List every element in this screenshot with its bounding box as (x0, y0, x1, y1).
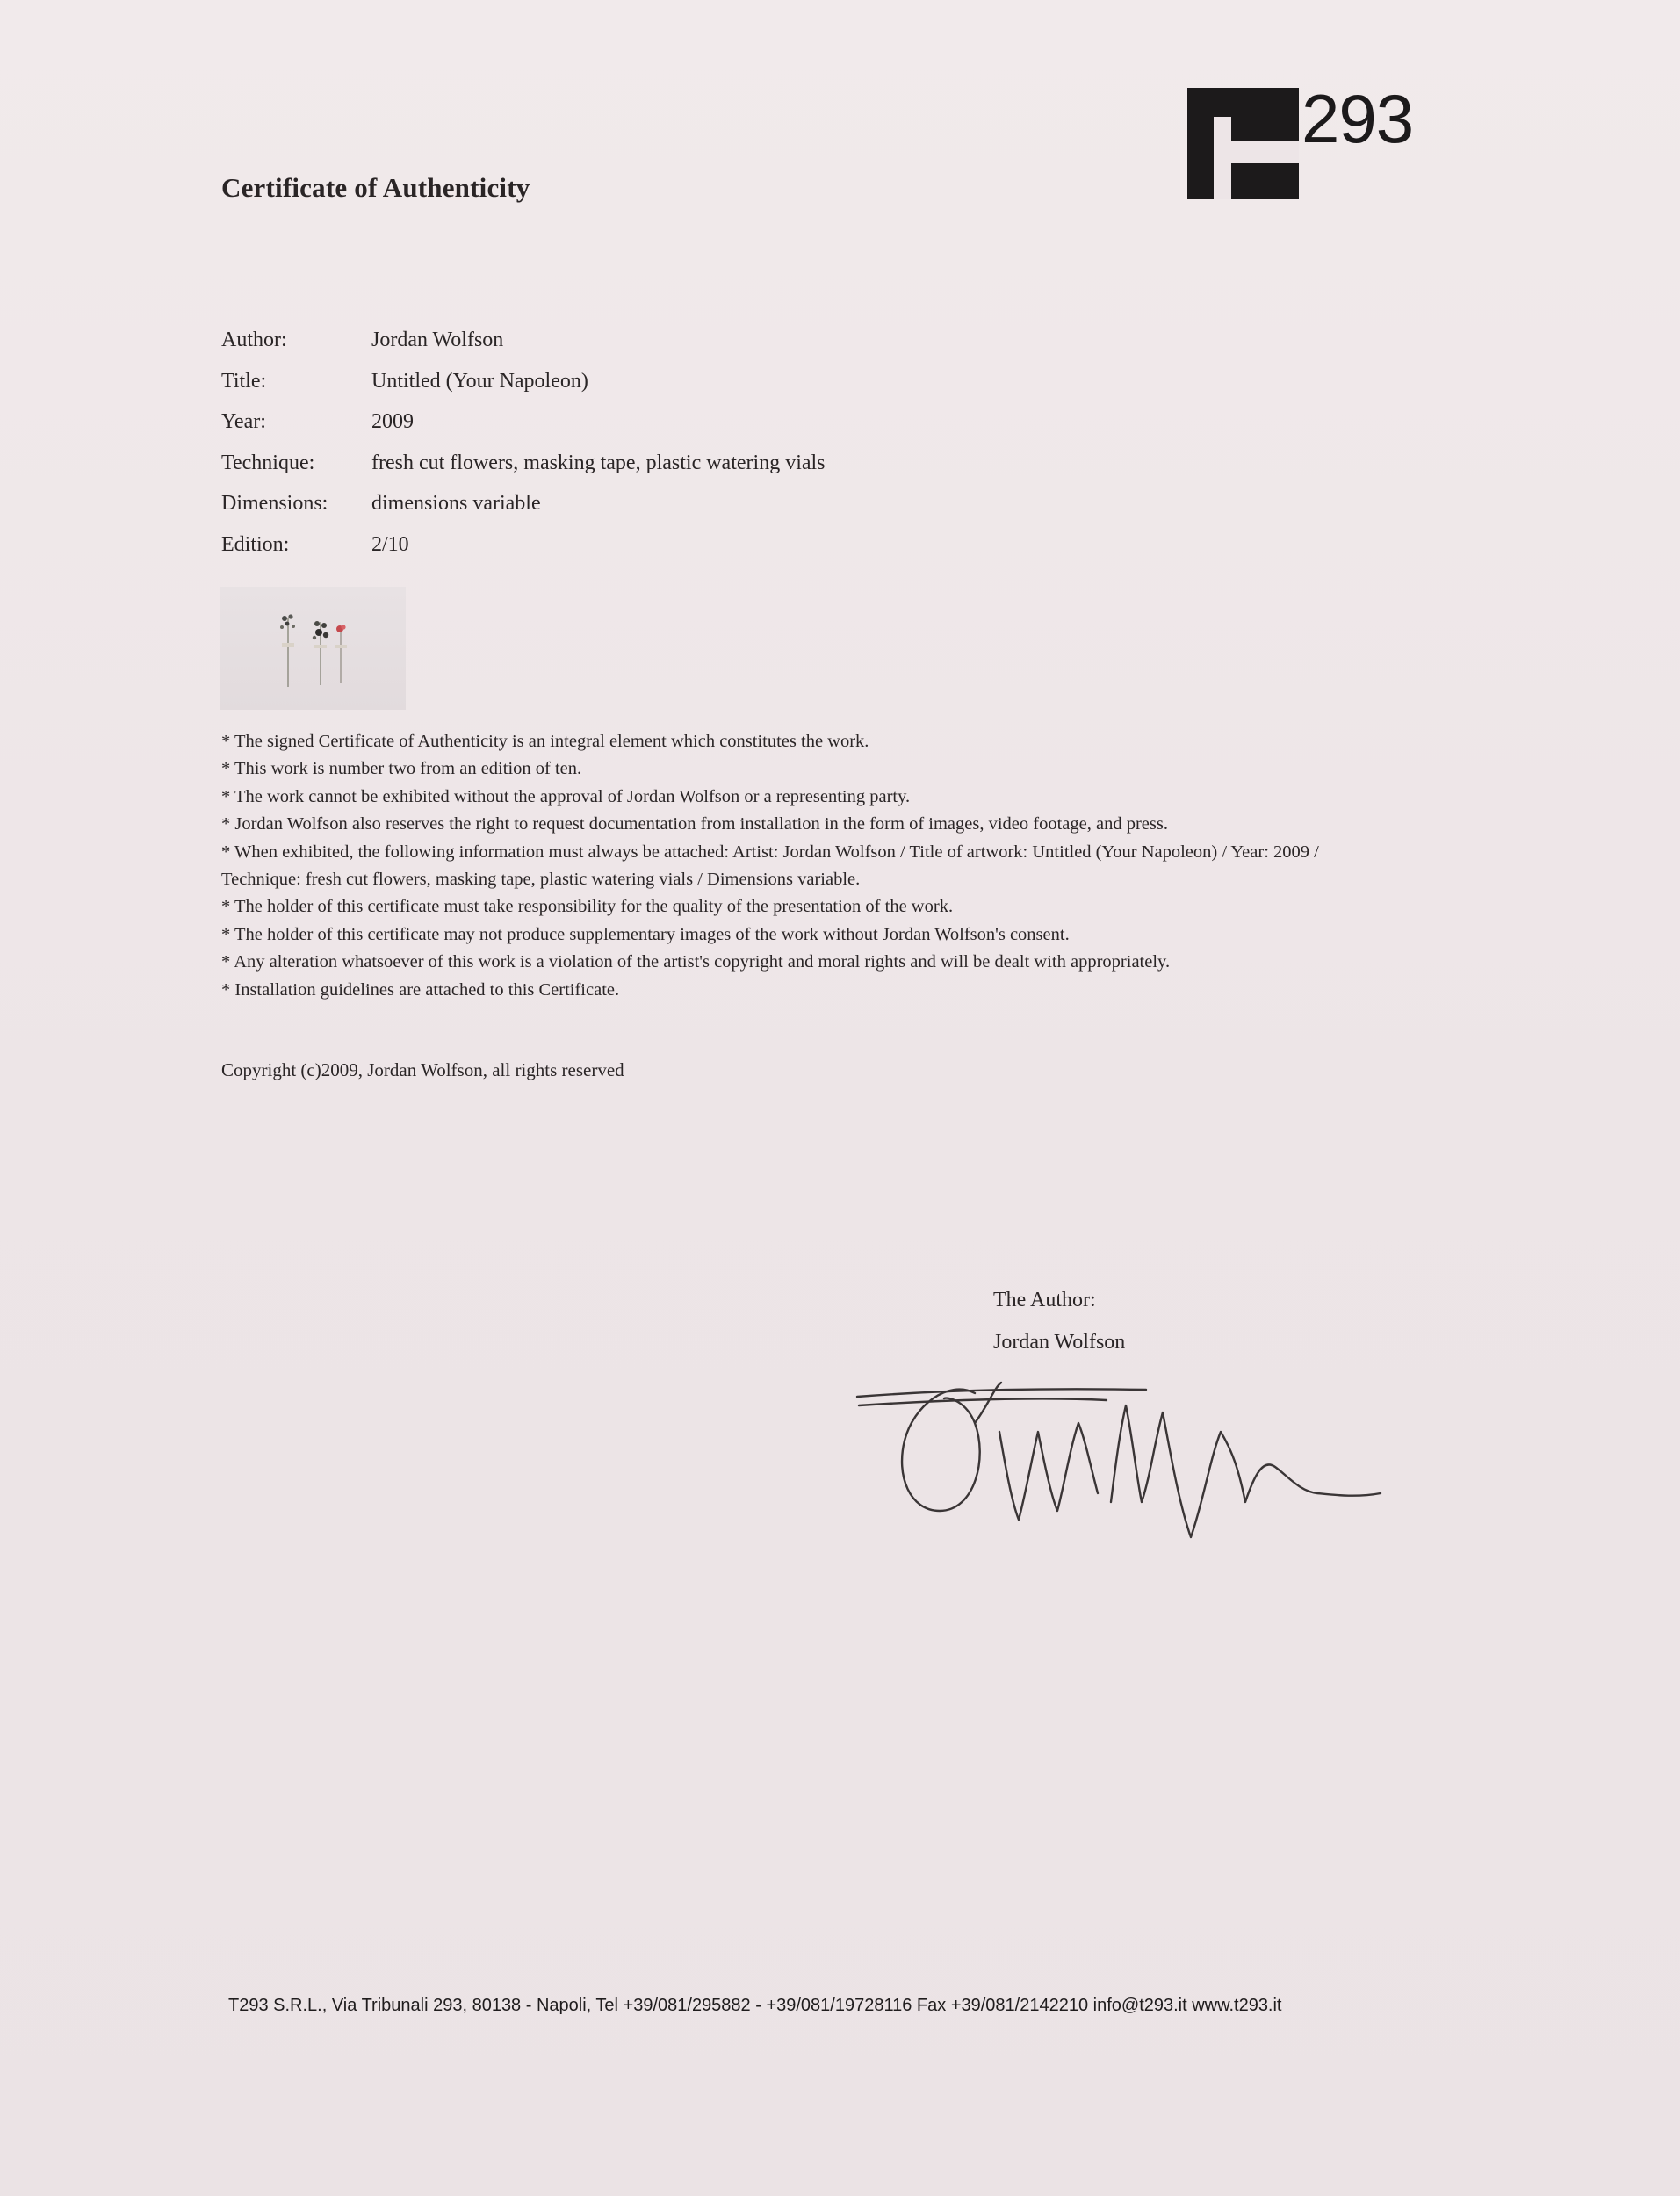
certificate-notes (221, 728, 1389, 1004)
logo-number: 293 (1301, 80, 1414, 157)
author-block (993, 1279, 1125, 1363)
t293-logo (1187, 80, 1433, 202)
list-item: * The holder of this certificate may not produce supplementary images of the work without Jordan Wolfson's consent. (221, 924, 1070, 944)
detail-value: 2/10 (371, 532, 409, 556)
page-title: Certificate of Authenticity (221, 172, 530, 203)
copyright-notice: Copyright (c)2009, Jordan Wolfson, all rights reserved (221, 1059, 624, 1080)
list-item: * When exhibited, the following information must always be attached: Artist: Jordan Wolfson / Title of artwork: Untitled (Your Napoleon) / Year: 2009 / Technique: fresh cut flowers, masking tape, plastic watering vials / Dimensions variable. (221, 842, 1319, 890)
list-item: * The signed Certificate of Authenticity is an integral element which constitutes the work. (221, 732, 869, 751)
detail-label: Title: (221, 369, 267, 393)
list-item: * Installation guidelines are attached to this Certificate. (221, 979, 620, 1000)
author-name: Jordan Wolfson (993, 1331, 1126, 1354)
t293-logo-mark-icon (1187, 88, 1299, 199)
detail-label: Year: (221, 410, 266, 434)
detail-label: Technique: (221, 451, 315, 474)
detail-value: Untitled (Your Napoleon) (371, 369, 588, 393)
detail-label: Author: (221, 329, 287, 351)
author-heading: The Author: (993, 1289, 1096, 1311)
detail-value: Jordan Wolfson (371, 329, 504, 351)
detail-value: dimensions variable (371, 492, 541, 516)
detail-label: Dimensions: (221, 492, 328, 516)
list-item: * Jordan Wolfson also reserves the right to request documentation from installation in the form of images, video footage, and press. (221, 814, 1168, 834)
detail-value: fresh cut flowers, masking tape, plastic watering vials (371, 451, 826, 474)
detail-label: Edition: (221, 532, 290, 556)
list-item: * Any alteration whatsoever of this work is a violation of the artist's copyright and moral rights and will be dealt with appropriately. (221, 952, 1171, 972)
gallery-contact-footer: T293 S.R.L., Via Tribunali 293, 80138 - Napoli, Tel +39/081/295882 - +39/081/19728116 Fax +39/081/2142210 info@t293.it www.t293.it (228, 1996, 1282, 2015)
flowers-image (220, 587, 406, 710)
list-item: * This work is number two from an edition of ten. (221, 759, 582, 779)
signature-icon (843, 1370, 1475, 1572)
detail-value: 2009 (371, 410, 414, 434)
artwork-thumbnail (220, 587, 406, 710)
list-item: * The holder of this certificate must take responsibility for the quality of the presentation of the work. (221, 897, 954, 917)
list-item: * The work cannot be exhibited without the approval of Jordan Wolfson or a representing party. (221, 786, 911, 806)
